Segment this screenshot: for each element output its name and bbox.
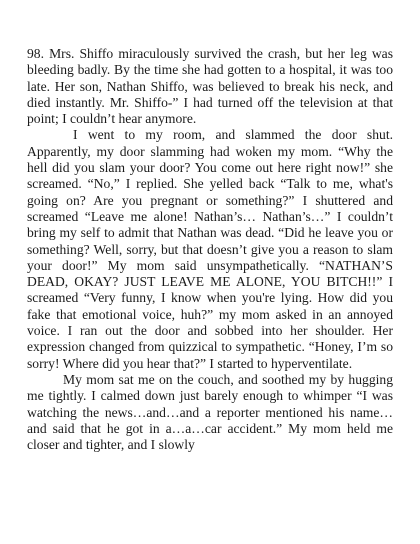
paragraph-2: I went to my room, and slammed the door shut. Apparently, my door slamming had woken my mom. “Why the hell did you slam your door? You come out here right now!” she screamed. “No,” I replied. She yelled back “Talk to me, what's going on? Are you pregnant or something?” I shuttered and screamed “Leave me alone! Nathan’s… Nathan’s…” I couldn’t bring my self to admit that Nathan was dead. “Did he leave you or something? Well, sorry, but that doesn’t give you a reason to slam your door!” My mom said unsympathetically. “NATHAN’S DEAD, OKAY? JUST LEAVE ME ALONE, YOU BITCH!!” I screamed “Very funny, I know when you're lying. How did you fake that emotional voice, huh?” my mom asked in an annoyed voice. I ran out the door and sobbed into her shoulder. Her expression changed from quizzical to sympathetic. “Honey, I’m so sorry! Where did you hear that?” I started to hyperventilate. <box>27 127 393 371</box>
paragraph-1: 98. Mrs. Shiffo miraculously survived the crash, but her leg was bleeding badly. By the time she had gotten to a hospital, it was too late. Her son, Nathan Shiffo, was believed to break his neck, and died instantly. Mr. Shiffo-” I had turned off the television at that point; I couldn’t hear anymore. <box>27 46 393 127</box>
document-page <box>27 46 393 453</box>
paragraph-3: My mom sat me on the couch, and soothed my by hugging me tightly. I calmed down just barely enough to whimper “I was watching the news…and…and a reporter mentioned his name…and said that he got in a…a…car accident.” My mom held me closer and tighter, and I slowly <box>27 371 393 453</box>
